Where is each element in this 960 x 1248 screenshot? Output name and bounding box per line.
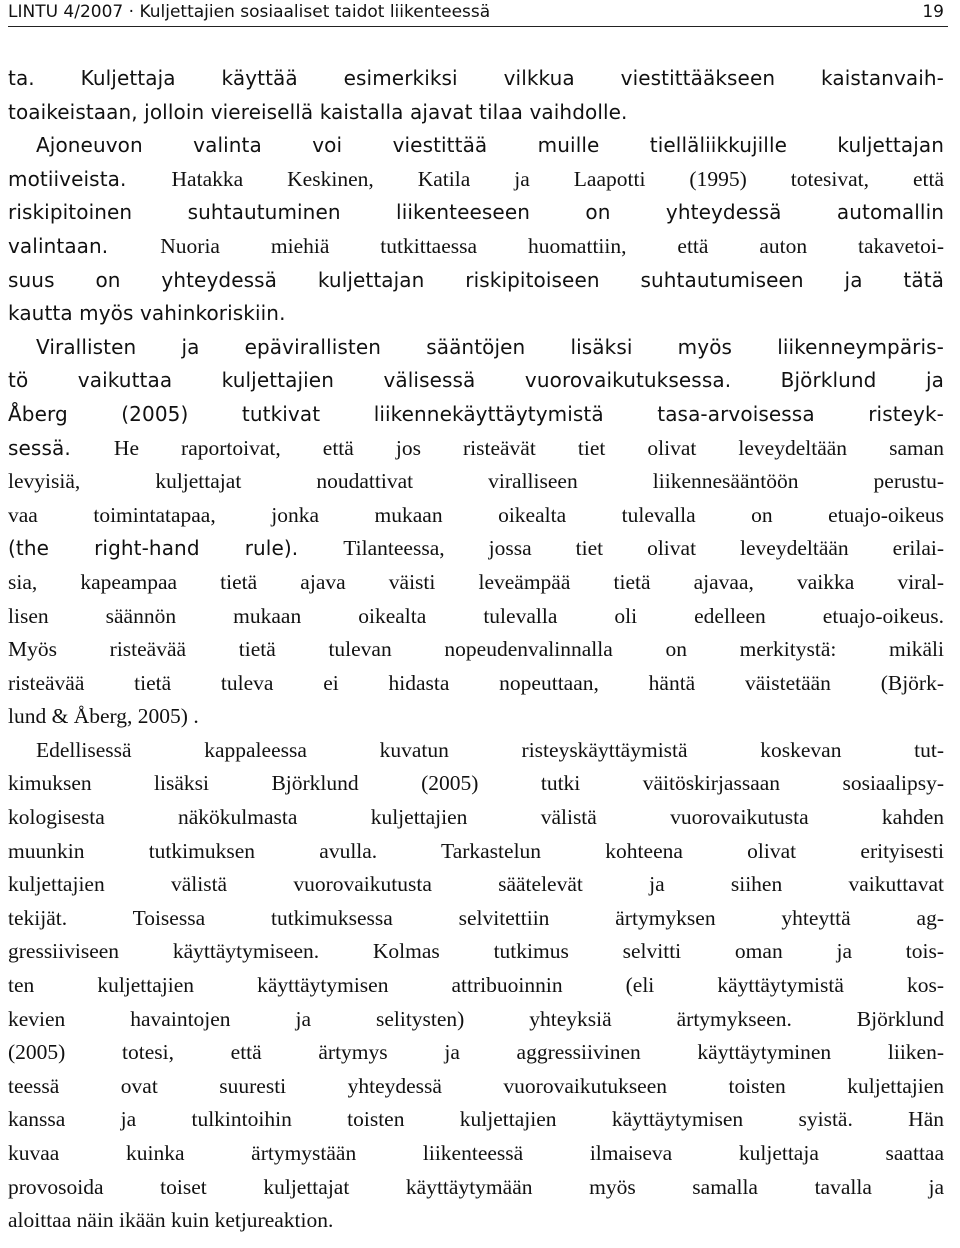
page-number: 19 [922, 2, 944, 22]
text-line: suus on yhteydessä kuljettajan riskipitoiseen suhtautumiseen ja tätä [8, 267, 944, 292]
text-line: ten kuljettajien käyttäytymisen attribuoinnin (eli käyttäytymistä kos- [8, 973, 944, 998]
publication-title: LINTU 4/2007 · Kuljettajien sosiaaliset taidot liikenteessä [8, 2, 491, 22]
text-line: Edellisessä kappaleessa kuvatun risteyskäyttäymistä koskevan tut- [36, 737, 944, 762]
text-line: toaikeistaan, jolloin viereisellä kaistalla ajavat tilaa vaihdolle. [8, 99, 628, 124]
text-line: riskipitoinen suhtautuminen liikenteeseen on yhteydessä automallin [8, 200, 944, 225]
text-line: (the right-hand rule). Tilanteessa, jossa tiet olivat leveydeltään erilai- [8, 536, 944, 561]
text-line: Myös risteävää tietä tulevan nopeudenvalinnalla on merkitystä: mikäli [8, 637, 944, 662]
text-line: ta. Kuljettaja käyttää esimerkiksi vilkkua viestittääkseen kaistanvaih- [8, 66, 944, 90]
text-line: (2005) totesi, että ärtymys ja aggressiivinen käyttäytyminen liiken- [8, 1040, 944, 1065]
text-line: risteävää tietä tuleva ei hidasta nopeuttaan, häntä väistetään (Björk- [8, 670, 944, 695]
text-line: lund & Åberg, 2005) . [8, 704, 199, 729]
text-line: kanssa ja tulkintoihin toisten kuljettajien käyttäytymisen syistä. Hän [8, 1107, 944, 1132]
text-line: Virallisten ja epävirallisten sääntöjen lisäksi myös liikenneympäris- [36, 334, 944, 359]
body-text [8, 62, 944, 1238]
text-line: motiiveista. Hatakka Keskinen, Katila ja Laapotti (1995) totesivat, että [8, 166, 944, 191]
text-line: sessä. He raportoivat, että jos risteävät tiet olivat leveydeltään saman [8, 435, 944, 460]
text-line: muunkin tutkimuksen avulla. Tarkastelun kohteena olivat erityisesti [8, 838, 944, 863]
running-header [8, 0, 948, 27]
text-line: valintaan. Nuoria miehiä tutkittaessa huomattiin, että auton takavetoi- [8, 233, 944, 258]
text-line: tekijät. Toisessa tutkimuksessa selvitettiin ärtymyksen yhteyttä ag- [8, 905, 944, 930]
text-line: aloittaa näin ikään kuin ketjureaktion. [8, 1208, 334, 1233]
text-line: Ajoneuvon valinta voi viestittää muille tielläliikkujille kuljettajan [36, 133, 944, 158]
text-line: kuljettajien välistä vuorovaikutusta säätelevät ja siihen vaikuttavat [8, 872, 944, 897]
text-line: vaa toimintatapaa, jonka mukaan oikealta tulevalla on etuajo-oikeus [8, 502, 944, 527]
text-line: Åberg (2005) tutkivat liikennekäyttäytymistä tasa-arvoisessa risteyk- [8, 401, 944, 426]
text-line: teessä ovat suuresti yhteydessä vuorovaikutukseen toisten kuljettajien [8, 1073, 944, 1098]
text-line: sia, kapeampaa tietä ajava väisti leveämpää tietä ajavaa, vaikka viral- [8, 569, 944, 594]
text-line: kautta myös vahinkoriskiin. [8, 301, 286, 326]
text-line: provosoida toiset kuljettajat käyttäytymään myös samalla tavalla ja [8, 1174, 944, 1199]
text-line: kimuksen lisäksi Björklund (2005) tutki väitöskirjassaan sosiaalipsy- [8, 771, 944, 796]
text-line: levyisiä, kuljettajat noudattivat viralliseen liikennesääntöön perustu- [8, 469, 944, 494]
text-line: kuvaa kuinka ärtymystään liikenteessä ilmaiseva kuljettaja saattaa [8, 1141, 944, 1165]
text-line: kevien havaintojen ja selitysten) yhteyksiä ärtymykseen. Björklund [8, 1006, 944, 1031]
text-line: lisen säännön mukaan oikealta tulevalla oli edelleen etuajo-oikeus. [8, 603, 944, 628]
text-line: kologisesta näkökulmasta kuljettajien välistä vuorovaikutusta kahden [8, 805, 944, 830]
text-line: gressiiviseen käyttäytymiseen. Kolmas tutkimus selvitti oman ja tois- [8, 939, 944, 964]
text-line: tö vaikuttaa kuljettajien välisessä vuorovaikutuksessa. Björklund ja [8, 368, 944, 393]
